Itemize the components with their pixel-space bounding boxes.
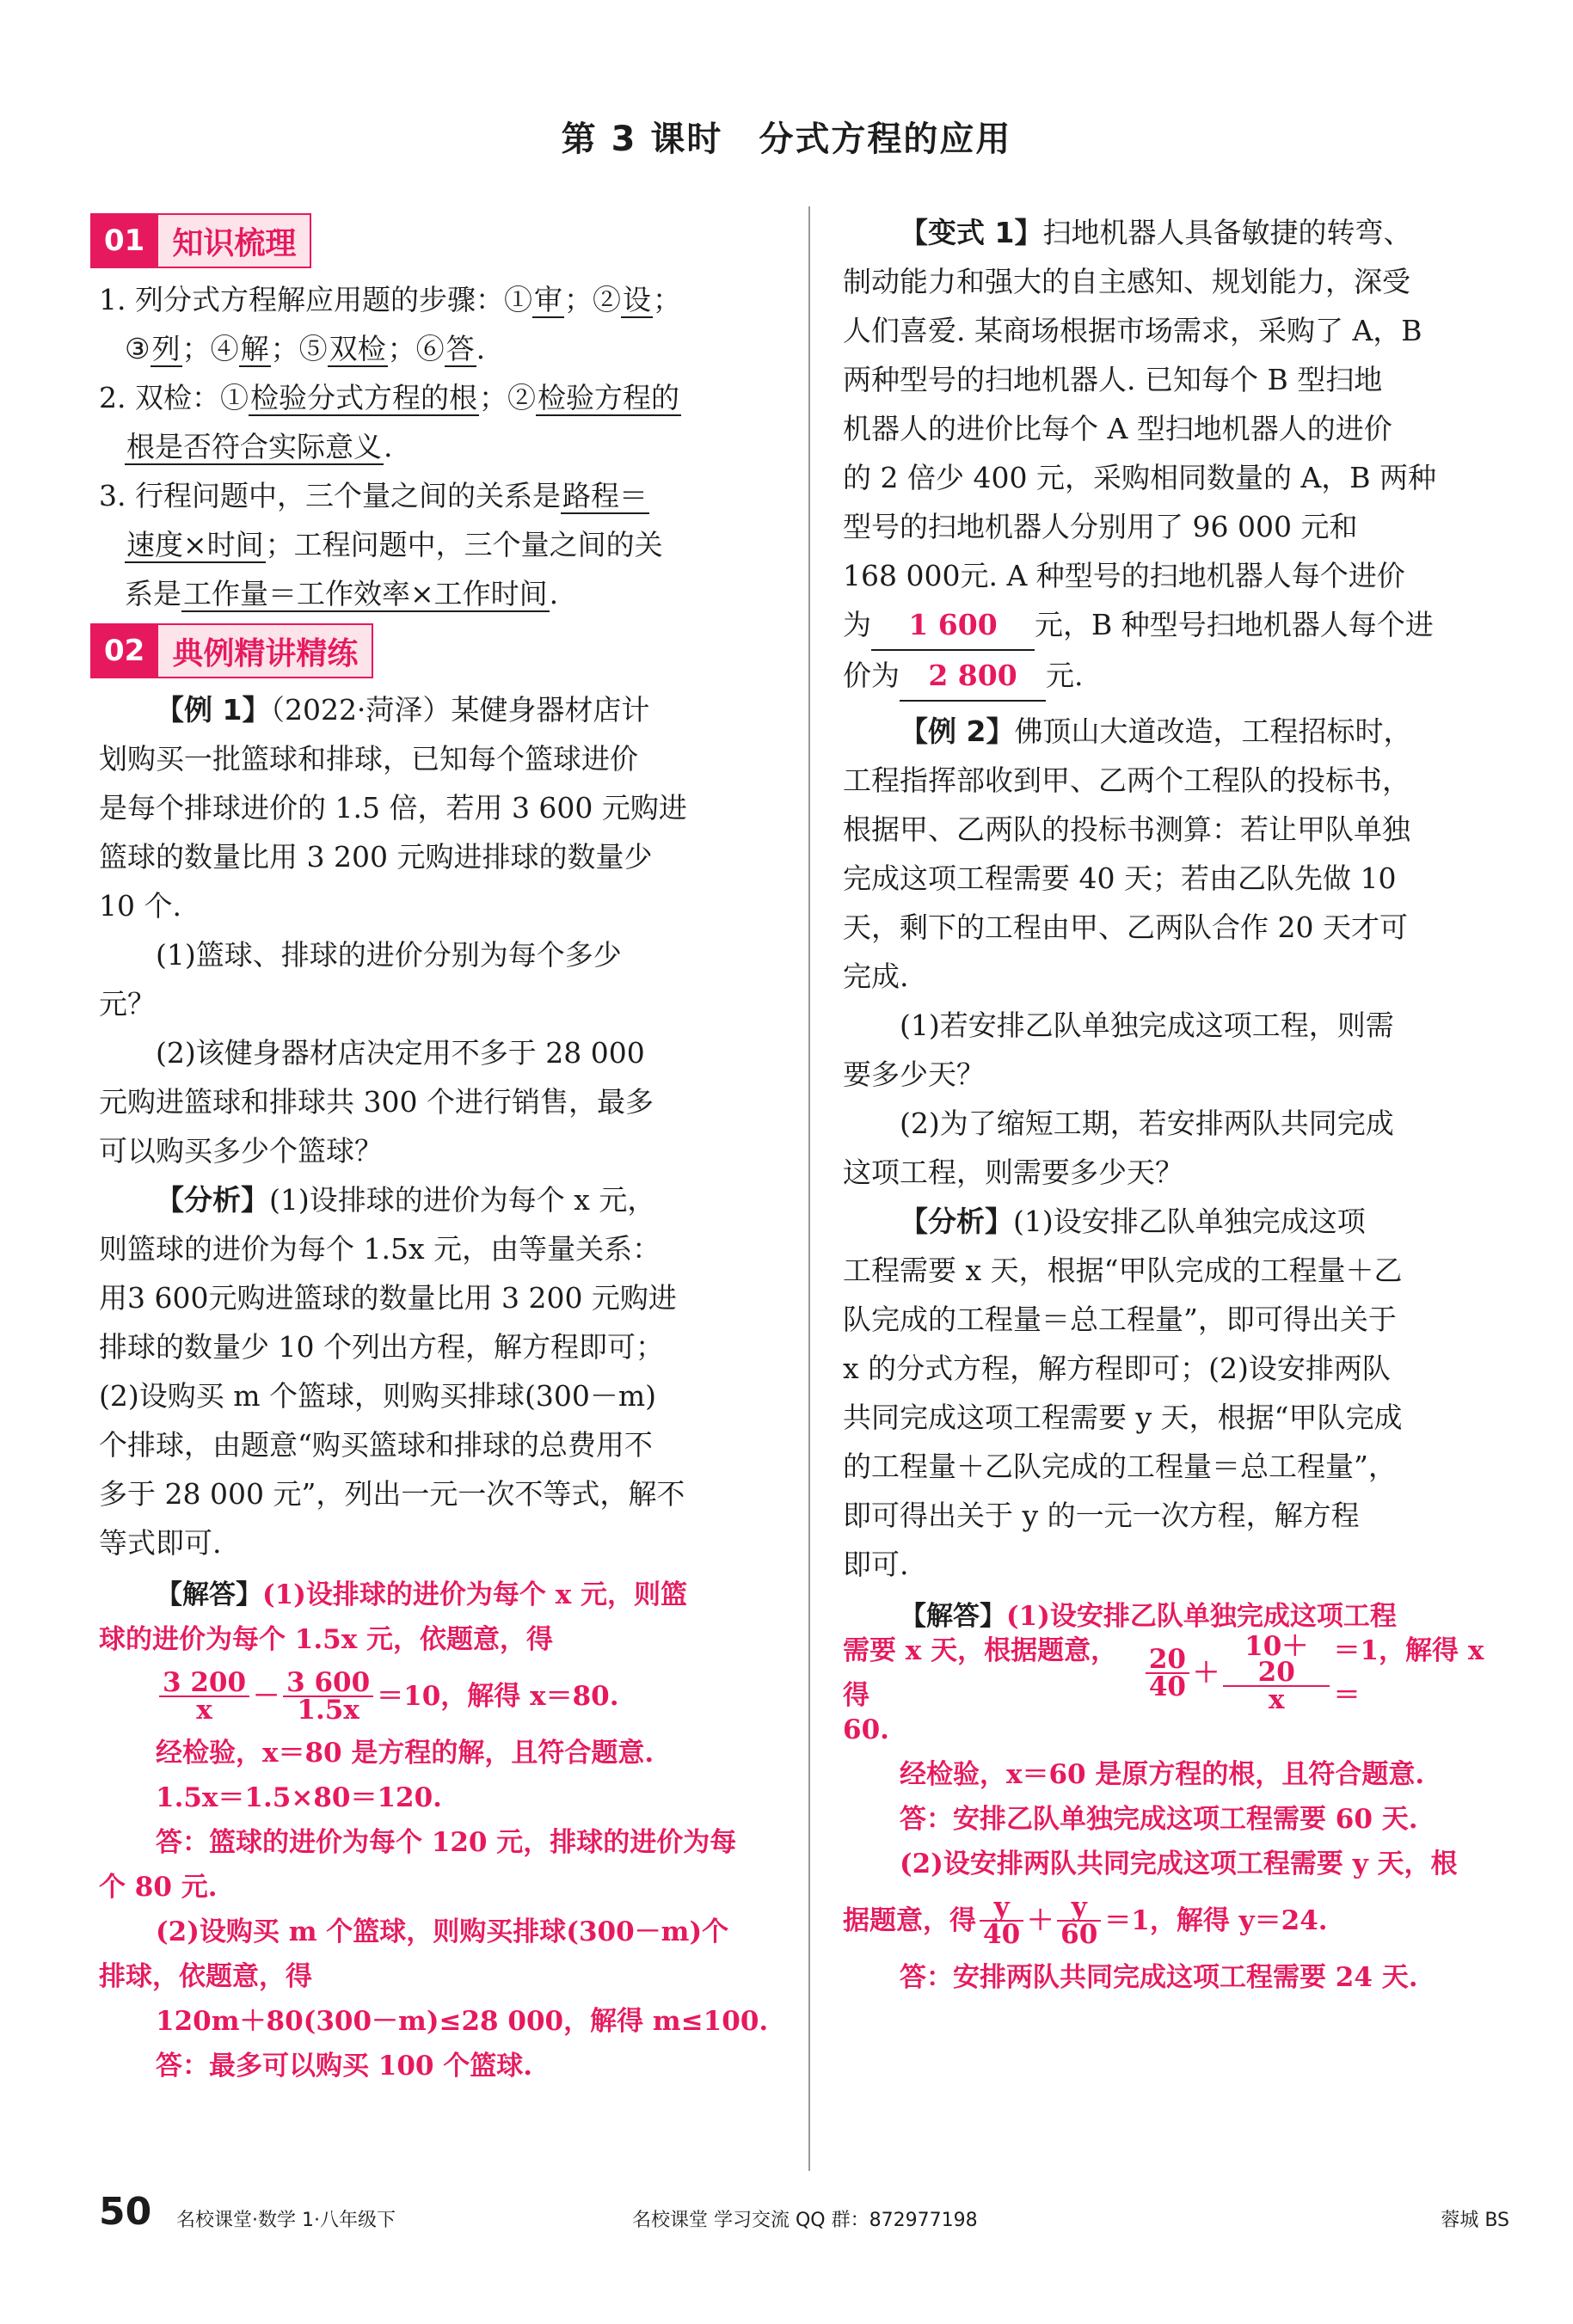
right-column [843,208,1509,2000]
solution-1: 【解答】(1)设排球的进价为每个 x 元，则篮 球的进价为每个 1.5x 元，依题意，得 $\frac{3 200}{x}$ － $\frac{3 600}{1.5x}$ ＝10，解得 x＝80. 经检验，x＝80 是方程的解，且符合题意. 1.5x＝1.5×80＝120. 答：篮球的进价为每个 120 元，排球的进价为每 个 80 元. (2)设购买 m 个篮球，则购买排球(300－m)个 排球，依题意，得 120m＋80(300－m)≤28 000，解得 m≤100. 答：最多可以购买 100 个篮球. [99,1573,778,2088]
solution-2: 【解答】(1)设安排乙队单独完成这项工程 需要 x 天，根据题意，得 $\frac{20}{40}$ ＋ $\frac{10+20}{x}$ ＝1，解得 x＝ 60. 经检验，x＝60 是原方程的根，且符合题意. 答：安排乙队单独完成这项工程需要 60 天. (2)设安排两队共同完成这项工程需要 y 天，根 据题意，得 $\frac{y}{40}$ ＋ $\frac{y}{60}$ ＝1，解得 y＝24. 答：安排两队共同完成这项工程需要 24 天. [843,1594,1509,2000]
section-header-knowledge [90,213,311,268]
column-divider [808,206,810,2171]
solution-2-equation-2: 据题意，得 $\frac{y}{40}$ ＋ $\frac{y}{60}$ ＝1，解得 y＝24. [843,1892,1328,1950]
section-number: 02 [90,623,158,678]
knowledge-item-1: 1. 列分式方程解应用题的步骤：①审；②设； ③列；④解；⑤双检；⑥答. [99,283,681,365]
section-header-examples [90,623,373,678]
analysis-1: 【分析】(1)设排球的进价为每个 x 元， 则篮球的进价为每个 1.5x 元，由等量关系： 用3 600元购进篮球的数量比用 3 200 元购进 排球的数量少 10 个列出方程，解方程即可； (2)设购买 m 个篮球，则购买排球(300－m) 个排球，由题意“购买篮球和排球的总费用不 多于 28 000 元”，列出一元一次不等式，解不 等式即可. [99,1183,685,1560]
section-name: 知识梳理 [158,213,311,268]
example-2: 【例 2】佛顶山大道改造，工程招标时， 工程指挥部收到甲、乙两个工程队的投标书， 根据甲、乙两队的投标书测算：若让甲队单独 完成这项工程需要 40 天；若由乙队先做 10 天，剩下的工程由甲、乙两队合作 20 天才可 完成. (1)若安排乙队单独完成这项工程，则需 要多少天？ (2)为了缩短工期，若安排两队共同完成 这项工程，则需要多少天？ [843,714,1412,1189]
solution-2-equation-1: 需要 x 天，根据题意，得 $\frac{20}{40}$ ＋ $\frac{10+20}{x}$ ＝1，解得 x＝ [843,1631,1484,1715]
book-title: 名校课堂·数学 1·八年级下 [176,2210,396,2231]
answer-blank-a-price: 1 600 [871,600,1035,651]
qq-group-note: 名校课堂 学习交流 QQ 群：872977198 [632,2210,978,2231]
example-1: 【例 1】（2022·菏泽）某健身器材店计 划购买一批篮球和排球，已知每个篮球进价 是每个排球进价的 1.5 倍，若用 3 600 元购进 篮球的数量比用 3 200 元购进排球的数量少 10 个. (1)篮球、排球的进价分别为每个多少 元？ (2)该健身器材店决定用不多于 28 000 元购进篮球和排球共 300 个进行销售，最多 可以购买多少个篮球？ [99,693,687,1168]
answer-blank-b-price: 2 800 [900,651,1046,702]
knowledge-item-2: 2. 双检：①检验分式方程的根；②检验方程的 根是否符合实际意义. [99,381,679,463]
section-name: 典例精讲精练 [158,623,373,678]
section-number: 01 [90,213,158,268]
left-column [99,208,778,2088]
variant-1: 【变式 1】扫地机器人具备敏捷的转弯、 制动能力和强大的自主感知、规划能力，深受 人们喜爱. 某商场根据市场需求，采购了 A，B 两种型号的扫地机器人. 已知每个 B 型扫地 机器人的进价比每个 A 型扫地机器人的进价 的 2 倍少 400 元，采购相同数量的 A，B 两种 型号的扫地机器人分别用了 96 000 元和 168 000元. A 种型号的扫地机器人每个进价 为 1 600 元，B 种型号扫地机器人每个进 价为 2 800 元. [843,208,1509,702]
knowledge-item-3: 3. 行程问题中，三个量之间的关系是路程＝ 速度×时间；工程问题中，三个量之间的关 系是工作量＝工作效率×工作时间. [99,479,663,610]
solution-1-equation: $\frac{3 200}{x}$ － $\frac{3 600}{1.5x}$ ＝10，解得 x＝80. [156,1662,778,1731]
page-number: 50 [99,2190,152,2234]
analysis-2: 【分析】(1)设安排乙队单独完成这项 工程需要 x 天，根据“甲队完成的工程量＋乙 队完成的工程量＝总工程量”，即可得出关于 x 的分式方程，解方程即可；(2)设安排两队 共同完成这项工程需要 y 天，根据“甲队完成 的工程量＋乙队完成的工程量＝总工程量”， 即可得出关于 y 的一元一次方程，解方程 即可. [843,1205,1403,1581]
lesson-title: 第 3 课时 分式方程的应用 [561,120,1012,159]
edition-label: 蓉城 BS [1441,2210,1509,2231]
page-footer [99,2190,1509,2240]
